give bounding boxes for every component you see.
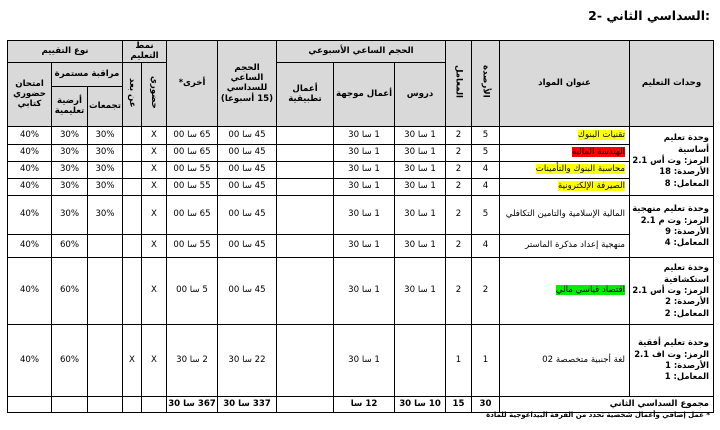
workshops-header: تجمعات <box>88 86 123 126</box>
tp-cell <box>277 324 334 396</box>
workshops-total <box>88 396 123 412</box>
exam-cell: 40% <box>8 126 52 144</box>
workshops-cell: 30% <box>88 144 123 161</box>
platform-cell: 30% <box>52 144 88 161</box>
td-cell: 1 سا 30 <box>334 195 395 234</box>
unit-header: وحدات التعليم <box>630 41 714 127</box>
lectures-header: دروس <box>395 62 446 126</box>
unit-cell: وحدة تعليم استكشافية الرمز: وت أس 2.1 الأرصدة: 2 المعامل: 2 <box>630 257 714 324</box>
presential-total <box>142 396 167 412</box>
coef-cell: 2 <box>446 234 472 257</box>
remote-cell <box>123 144 142 161</box>
td-cell: 1 سا 30 <box>334 324 395 396</box>
coef-cell: 2 <box>446 195 472 234</box>
table-row <box>8 126 714 144</box>
workshops-cell <box>88 234 123 257</box>
tp-cell <box>277 126 334 144</box>
semester-cell: 45 سا 00 <box>218 144 277 161</box>
coef-cell: 2 <box>446 126 472 144</box>
semester-cell: 22 سا 30 <box>218 324 277 396</box>
tp-cell <box>277 178 334 195</box>
lectures-cell: 1 سا 30 <box>395 234 446 257</box>
remote-header: عن بعد <box>123 62 142 126</box>
td-cell: 1 سا 30 <box>334 161 395 178</box>
tp-cell <box>277 195 334 234</box>
workshops-cell <box>88 324 123 396</box>
semester-cell: 45 سا 00 <box>218 161 277 178</box>
platform-total <box>52 396 88 412</box>
workshops-cell <box>88 257 123 324</box>
semester-cell: 45 سا 00 <box>218 178 277 195</box>
other-total: 367 سا 30 <box>167 396 218 412</box>
course-cell: محاسبة البنوك والتأمينات <box>500 161 630 178</box>
course-cell: اقتصاد قياسي مالي <box>500 257 630 324</box>
presential-cell: X <box>142 178 167 195</box>
table-row <box>8 161 714 178</box>
presential-cell: X <box>142 257 167 324</box>
other-cell: 55 سا 00 <box>167 178 218 195</box>
coef-header: المعامل <box>446 41 472 127</box>
platform-cell: 60% <box>52 234 88 257</box>
exam-cell: 40% <box>8 195 52 234</box>
platform-cell: 30% <box>52 126 88 144</box>
workshops-cell: 30% <box>88 161 123 178</box>
course-cell: منهجية إعداد مذكرة الماستر <box>500 234 630 257</box>
presential-header: حضوري <box>142 62 167 126</box>
tp-cell <box>277 161 334 178</box>
workshops-cell: 30% <box>88 195 123 234</box>
other-cell: 2 سا 30 <box>167 324 218 396</box>
table-row <box>8 195 714 234</box>
weekly-hours-header: الحجم الساعي الأسبوعي <box>277 41 446 63</box>
td-cell: 1 سا 30 <box>334 234 395 257</box>
other-cell: 65 سا 00 <box>167 144 218 161</box>
totals-row <box>8 396 714 412</box>
td-cell: 1 سا 30 <box>334 257 395 324</box>
lectures-cell: 1 سا 30 <box>395 195 446 234</box>
remote-total <box>123 396 142 412</box>
exam-cell: 40% <box>8 234 52 257</box>
semester-total: 337 سا 30 <box>218 396 277 412</box>
lectures-cell: 1 سا 30 <box>395 126 446 144</box>
credits-cell: 5 <box>472 144 500 161</box>
unit-cell: وحدة تعليم أساسية الرمز: وت أس 2.1 الأرصدة: 18 المعامل: 8 <box>630 126 714 195</box>
course-cell: الصيرفة الإلكترونية <box>500 178 630 195</box>
semester-cell: 45 سا 00 <box>218 234 277 257</box>
credits-cell: 5 <box>472 126 500 144</box>
other-cell: 65 سا 00 <box>167 126 218 144</box>
exam-cell: 40% <box>8 161 52 178</box>
coef-cell: 2 <box>446 161 472 178</box>
lectures-cell: 1 سا 30 <box>395 257 446 324</box>
course-header: عنوان المواد <box>500 41 630 127</box>
platform-cell: 30% <box>52 178 88 195</box>
credits-cell: 4 <box>472 234 500 257</box>
semester-hours-header: الحجم الساعي للسداسي (15 أسبوعا) <box>218 41 277 127</box>
other-cell: 5 سا 00 <box>167 257 218 324</box>
presential-cell: X <box>142 195 167 234</box>
remote-cell <box>123 178 142 195</box>
credits-cell: 1 <box>472 324 500 396</box>
curriculum-table <box>7 40 714 413</box>
remote-cell <box>123 257 142 324</box>
other-cell: 65 سا 00 <box>167 195 218 234</box>
exam-cell: 40% <box>8 178 52 195</box>
tp-cell <box>277 234 334 257</box>
workshops-cell: 30% <box>88 126 123 144</box>
semester-cell: 45 سا 00 <box>218 195 277 234</box>
credits-cell: 4 <box>472 178 500 195</box>
tp-cell <box>277 144 334 161</box>
unit-cell: وحدة تعليم أفقية الرمز: وت اف 2.1 الأرصدة: 1 المعامل: 1 <box>630 324 714 396</box>
coef-cell: 2 <box>446 178 472 195</box>
presential-cell: X <box>142 161 167 178</box>
table-row <box>8 144 714 161</box>
remote-cell <box>123 195 142 234</box>
presential-cell: X <box>142 324 167 396</box>
footnote: * عمل إضافي وأعمال شخصية تحدد من الفرقة البيداغوجية للمادة <box>486 411 710 419</box>
td-header: أعمال موجهة <box>334 62 395 126</box>
semester-cell: 45 سا 00 <box>218 126 277 144</box>
eval-header: نوع التقييم <box>8 41 123 63</box>
remote-cell: X <box>123 324 142 396</box>
lectures-cell: 1 سا 30 <box>395 178 446 195</box>
exam-cell: 40% <box>8 324 52 396</box>
td-cell: 1 سا 30 <box>334 126 395 144</box>
lectures-total: 10 سا 30 <box>395 396 446 412</box>
exam-total <box>8 396 52 412</box>
credits-cell: 5 <box>472 195 500 234</box>
platform-header: أرضية تعليمية <box>52 86 88 126</box>
table-row <box>8 234 714 257</box>
exam-cell: 40% <box>8 144 52 161</box>
unit-cell: وحدة تعليم منهجية الرمز: وت م 2.1 الأرصدة: 9 المعامل: 4 <box>630 195 714 257</box>
other-cell: 55 سا 00 <box>167 161 218 178</box>
semester-cell: 45 سا 00 <box>218 257 277 324</box>
platform-cell: 60% <box>52 257 88 324</box>
credits-header: الأرصدة <box>472 41 500 127</box>
table-row <box>8 178 714 195</box>
table-row <box>8 324 714 396</box>
course-cell: تقنيات البنوك <box>500 126 630 144</box>
credits-total: 30 <box>472 396 500 412</box>
remote-cell <box>123 161 142 178</box>
workshops-cell: 30% <box>88 178 123 195</box>
exam-header: امتحان حضوري كتابي <box>8 62 52 126</box>
coef-cell: 2 <box>446 144 472 161</box>
totals-label: مجموع السداسي الثاني <box>500 396 714 412</box>
td-cell: 1 سا 30 <box>334 178 395 195</box>
course-cell: المالية الإسلامية والتامين التكافلي <box>500 195 630 234</box>
presential-cell: X <box>142 126 167 144</box>
credits-cell: 4 <box>472 161 500 178</box>
coef-cell: 1 <box>446 324 472 396</box>
coef-cell: 2 <box>446 257 472 324</box>
platform-cell: 30% <box>52 161 88 178</box>
tp-total <box>277 396 334 412</box>
table-row <box>8 257 714 324</box>
td-total: 12 سا <box>334 396 395 412</box>
platform-cell: 30% <box>52 195 88 234</box>
presential-cell: X <box>142 234 167 257</box>
credits-cell: 2 <box>472 257 500 324</box>
platform-cell: 60% <box>52 324 88 396</box>
exam-cell: 40% <box>8 257 52 324</box>
remote-cell <box>123 234 142 257</box>
lectures-cell <box>395 324 446 396</box>
course-cell: لغة أجنبية متخصصة 02 <box>500 324 630 396</box>
lectures-cell: 1 سا 30 <box>395 144 446 161</box>
lectures-cell: 1 سا 30 <box>395 161 446 178</box>
remote-cell <box>123 126 142 144</box>
other-cell: 55 سا 00 <box>167 234 218 257</box>
tp-header: أعمال تطبيقية <box>277 62 334 126</box>
other-header: أخرى* <box>167 41 218 127</box>
section-heading: 2- السداسي الثاني: <box>588 8 710 23</box>
mode-header: نمط التعليم <box>123 41 167 63</box>
coef-total: 15 <box>446 396 472 412</box>
presential-cell: X <box>142 144 167 161</box>
continuous-header: مراقبة مستمرة <box>52 62 123 86</box>
td-cell: 1 سا 30 <box>334 144 395 161</box>
course-cell: الهندسة المالية <box>500 144 630 161</box>
tp-cell <box>277 257 334 324</box>
